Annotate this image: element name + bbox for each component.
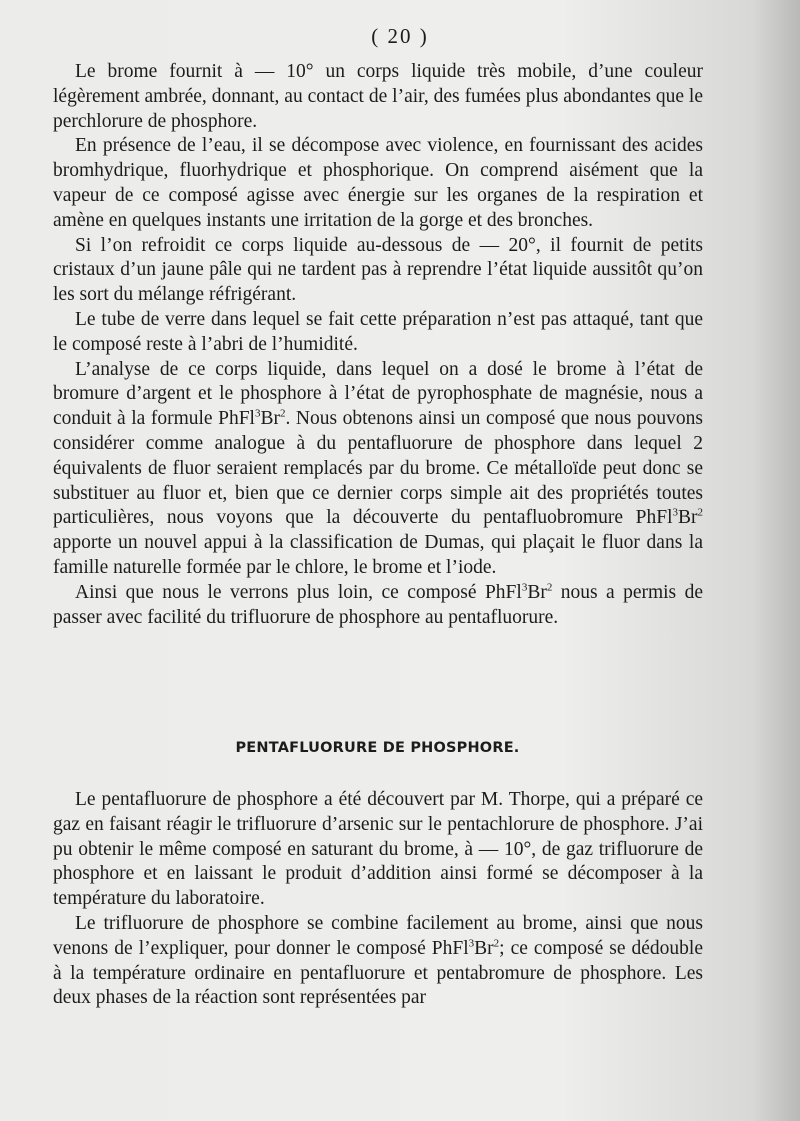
paragraph-8 (53, 912, 703, 1011)
section-heading: PENTAFLUORURE DE PHOSPHORE. (235, 740, 520, 756)
paragraph-5-part-c: . Nous obtenons ainsi un composé que nous pouvons considérer comme analogue à du pentafluorure de phosphore dans lequel 2 équivalents de fluor seraient remplacés par du brome. Ce métalloïde peut donc se substituer au fluor et, bien que ce dernier corps simple ait des propriétés toutes particulières, nous voyons que la découverte du pentafluobromure PhFl (53, 408, 704, 529)
formula-element: Br (474, 937, 494, 959)
paragraph-3: Si l’on refroidit ce corps liquide au-dessous de — 20°, il fournit de petits cristaux d’un jaune pâle qui ne tardent pas à reprendre l’état liquide aussitôt qu’on les sort du mélange réfrigérant. (53, 234, 703, 306)
formula-element: Br (527, 581, 547, 603)
paragraph-5 (53, 358, 703, 581)
formula-superscript: 2 (697, 506, 703, 519)
formula-superscript: 2 (279, 407, 286, 420)
paragraph-8-part-a: Le trifluorure de phosphore se combine facilement au brome, ainsi que nous venons de l’expliquer, pour donner le composé PhFl (53, 912, 703, 959)
paragraph-8-part-c: ; ce composé se dédouble à la température ordinaire en pentafluorure et pentabromure de phosphore. Les deux phases de la réaction sont représentées par (53, 937, 703, 1009)
formula-superscript: 3 (672, 506, 678, 519)
paragraph-1: Le brome fournit à — 10° un corps liquide très mobile, d’une couleur légèrement ambrée, donnant, au contact de l’air, des fumées plus abondantes que le perchlorure de phosphore. (53, 61, 703, 132)
formula-superscript: 2 (546, 581, 553, 594)
paragraph-6-part-c: nous a permis de passer avec facilité du trifluorure de phosphore au pentafluorure. (53, 581, 703, 628)
paragraph-6-part-a: Ainsi que nous le verrons plus loin, ce composé PhFl (75, 581, 522, 603)
formula-element: Br (260, 408, 280, 430)
formula-superscript: 3 (521, 581, 528, 594)
formula-superscript: 3 (254, 407, 261, 420)
paragraph-5-part-a: L’analyse de ce corps liquide, dans lequel on a dosé le brome à l’état de bromure d’argent et le phosphore à l’état de pyrophosphate de magnésie, nous a conduit à la formule PhFl (53, 358, 703, 430)
paragraph-4: Le tube de verre dans lequel se fait cette préparation n’est pas attaqué, tant que le composé reste à l’abri de l’humidité. (53, 308, 703, 355)
paragraph-7: Le pentafluorure de phosphore a été découvert par M. Thorpe, qui a préparé ce gaz en faisant réagir le trifluorure d’arsenic sur le pentachlorure de phosphore. J’ai pu obtenir le même composé en saturant du brome, à — 10°, de gaz trifluorure de phosphore et en laissant le produit d’addition ainsi formé se décomposer à la température du laboratoire. (53, 789, 703, 910)
paragraph-2: En présence de l’eau, il se décompose avec violence, en fournissant des acides bromhydrique, fluorhydrique et phosphorique. On comprend aisément que la vapeur de ce composé agisse avec énergie sur les organes de la respiration et amène en quelques instants une irritation de la gorge et des bronches. (53, 135, 703, 231)
body-text-top (53, 60, 703, 630)
formula-superscript: 2 (493, 937, 500, 950)
formula-superscript: 3 (468, 937, 475, 950)
formula-element: Br (678, 507, 698, 529)
body-text-bottom (53, 788, 703, 1011)
page-number: ( 20 ) (371, 24, 429, 48)
paragraph-5-part-e: apporte un nouvel appui à la classification de Dumas, qui plaçait le fluor dans la famille naturelle formée par le chlore, le brome et l’iode. (53, 532, 703, 578)
paragraph-6 (53, 581, 703, 631)
